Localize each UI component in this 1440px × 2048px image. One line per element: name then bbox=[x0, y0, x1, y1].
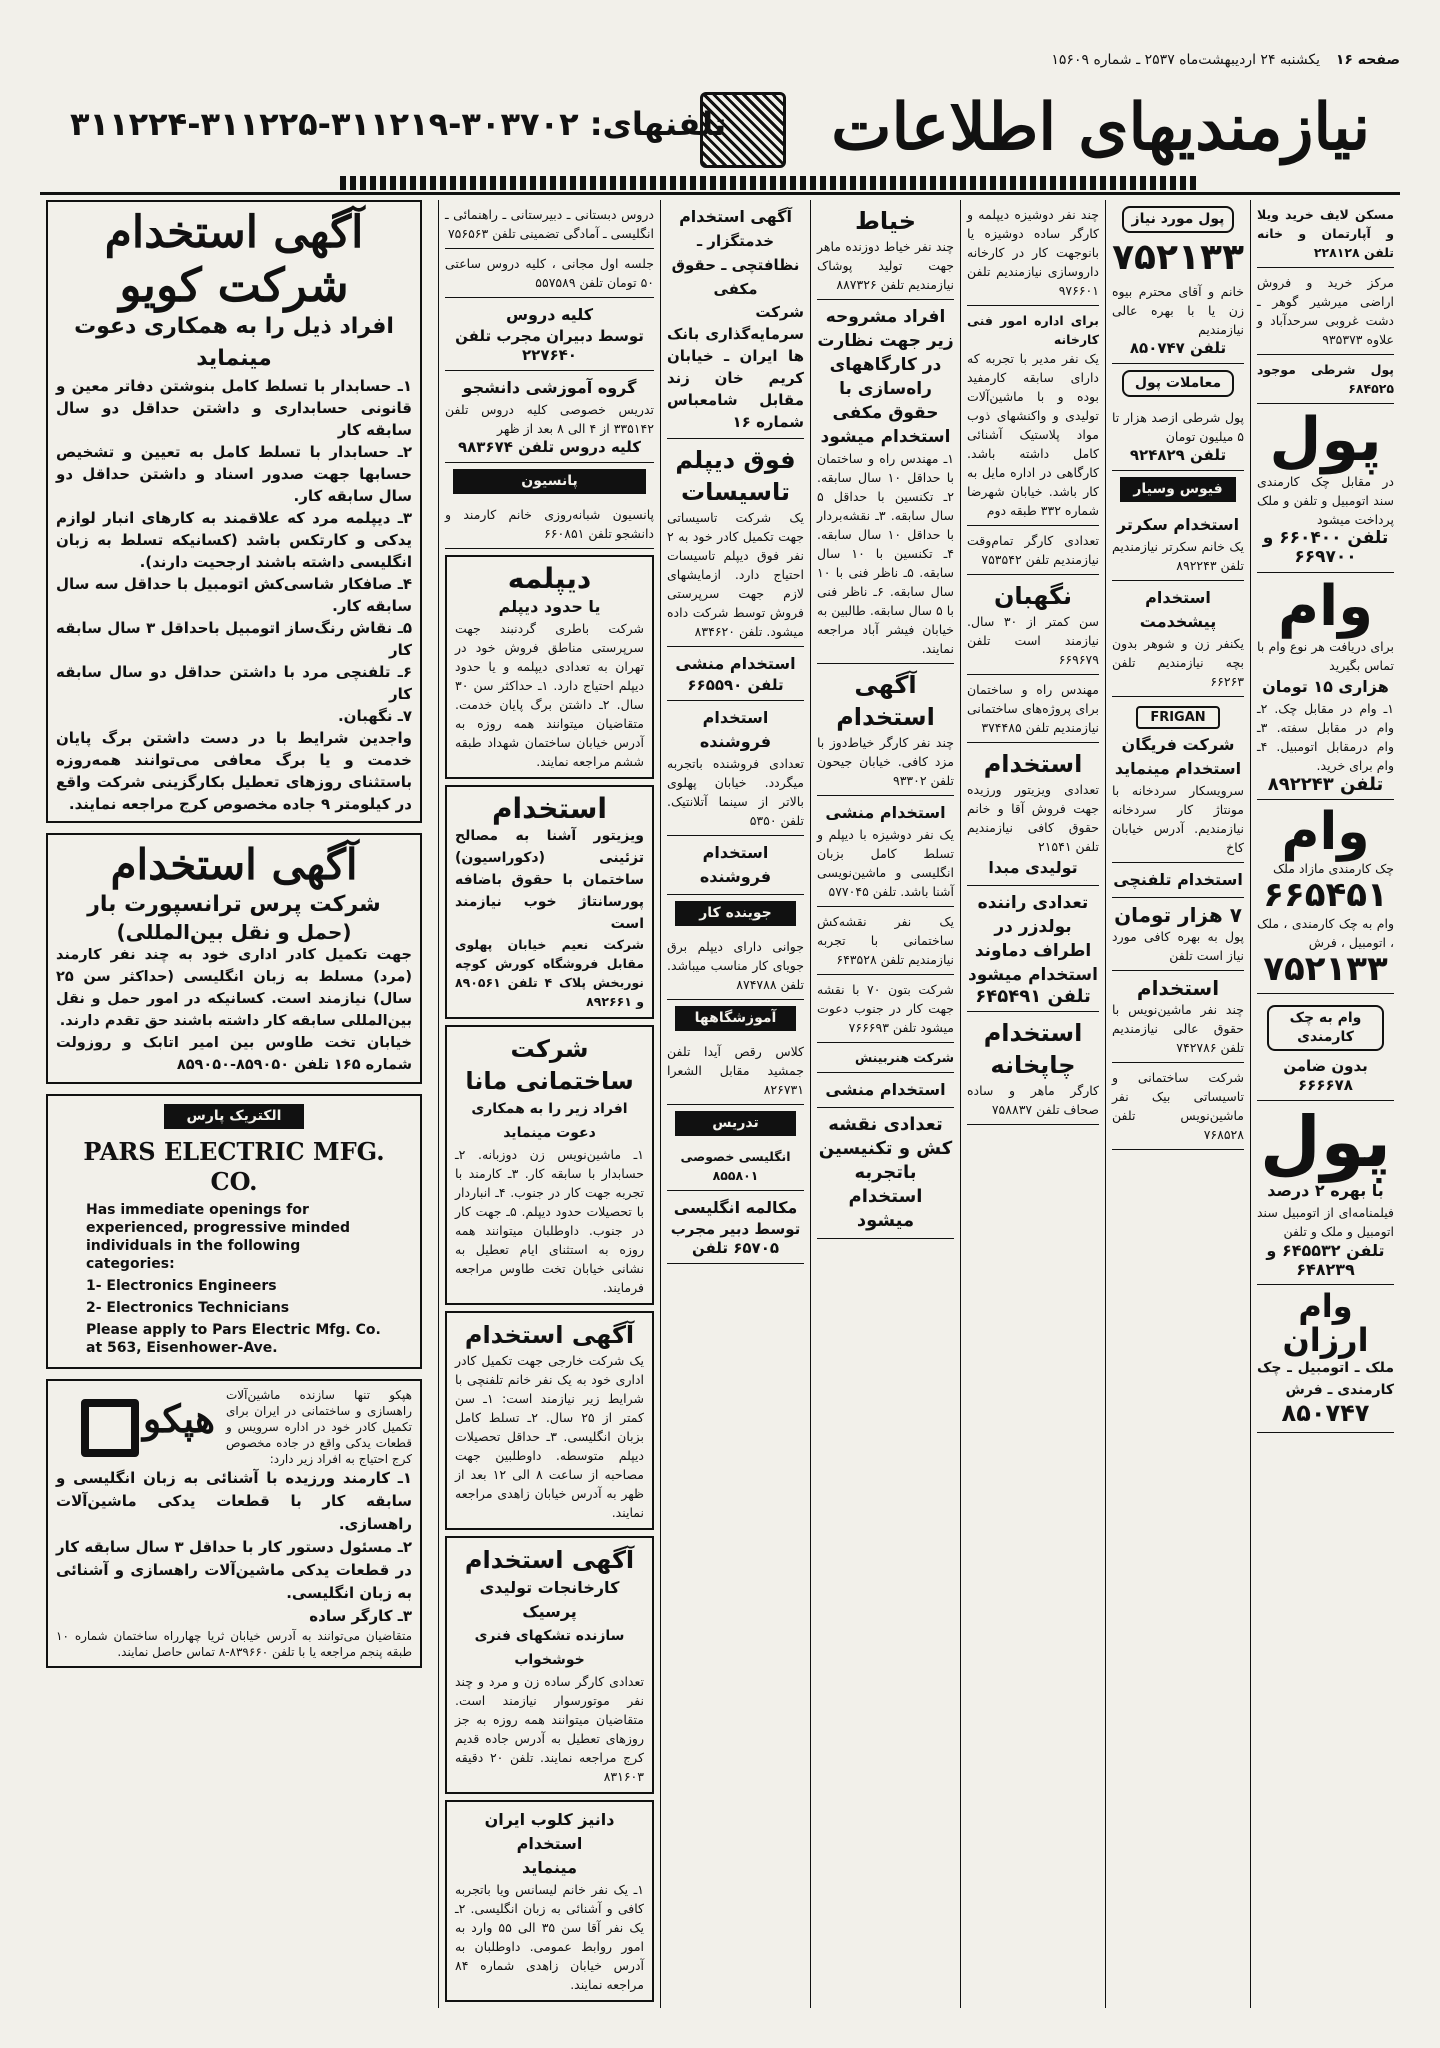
frigan-body: سرویسکار سردخانه با مونتاژ کار سردخانه نیازمندیم. آدرس خیابان کاخ bbox=[1112, 782, 1244, 855]
employee-check-loan-ad bbox=[1257, 994, 1394, 1101]
pars-electric-item-1: 1- Electronics Engineers bbox=[86, 1277, 277, 1294]
diploma-title: دیپلمه bbox=[507, 562, 592, 595]
pharma-factory-ad: چند نفر دوشیزه دیپلمه و کارگر ساده دوشیزه یا بانوجهت کار در کارخانه داروسازی نیازمندیم تلفن ۹۷۶۶۰۱ bbox=[967, 200, 1099, 306]
column-left bbox=[40, 200, 428, 2008]
tailor-body: چند نفر خیاط دوزنده ماهر جهت تولید پوشاک نیازمندیم تلفن ۸۸۷۳۲۶ bbox=[817, 239, 954, 292]
heko-footer: متقاضیان می‌توانند به آدرس خیابان ثریا چهارراه ساختمان شماره ۱۰ طبقه پنجم مراجعه یا با تلفن ۸۳۹۶۶۰-۸ تماس حاصل نمایند. bbox=[56, 1628, 412, 1659]
masthead-phones bbox=[70, 100, 726, 148]
facilities-diploma-title: فوق دیپلم تاسیسات bbox=[675, 446, 796, 506]
frigan-logo: FRIGAN bbox=[1136, 706, 1220, 729]
student-group-ad bbox=[445, 371, 654, 463]
heko-item-2: ۲ـ مسئول دستور کار با حداقل ۳ سال سابقه کار در قطعات یدکی ماشین‌آلات راهسازی و آشنائی به زبان انگلیسی. bbox=[56, 1537, 413, 1602]
factory-manager-ad bbox=[967, 306, 1099, 526]
student-group-title: گروه آموزشی دانشجو bbox=[462, 378, 637, 397]
money-big-phone: تلفن ۶۴۵۵۳۲ و ۶۴۸۲۳۹ bbox=[1266, 1241, 1385, 1280]
pars-electric-intro: Has immediate openings for experienced, progressive minded individuals in the following categories: bbox=[86, 1201, 351, 1272]
pars-electric-title: PARS ELECTRIC MFG. CO. bbox=[83, 1136, 385, 1196]
all-courses-ad bbox=[445, 298, 654, 371]
pars-transport-title: آگهی استخدام bbox=[110, 840, 358, 890]
visitor-body: تعدادی ویزیتور ورزیده جهت فروش آقا و خانم حقوق کافی نیازمندیم تلفن ۲۱۵۴۱ bbox=[967, 782, 1099, 854]
foreign-company-ad bbox=[445, 1311, 654, 1530]
art-company-ad: شرکت هنربینش bbox=[817, 1043, 954, 1073]
schools-label: آموزشگاهها bbox=[675, 1006, 796, 1031]
decoration-visitor-footer: شرکت نعیم خیابان پهلوی مقابل فروشگاه کورش کوچه نوربخش پلاک ۴ تلفن ۸۹۰۵۶۱ و ۸۹۲۶۶۱ bbox=[455, 937, 644, 1009]
diploma-subtitle: یا حدود دیپلم bbox=[498, 597, 601, 616]
investment-company-ad bbox=[667, 200, 804, 439]
money-transactions-phone: تلفن ۹۲۴۸۲۹ bbox=[1129, 445, 1227, 464]
road-supervision-body: ۱ـ مهندس راه و ساختمان با حداقل ۱۰ سال سابقه. ۲ـ تکنسین با حداقل ۵ سال سابقه. ۳ـ نقشه‌بردار با حداقل ۱۰ سال سابقه. ۴ـ تکنسین با ۱۰ سال سابقه. ۵ـ ناظر فنی با ۱۰ سال سابقه. ۶ـ ناظر فنی با ۵ سال سابقه. طالبین به خیابان فیشر آباد مراجعه نمایند. bbox=[817, 451, 955, 656]
pars-electric-badge: الکتریک پارس bbox=[164, 1104, 304, 1129]
workers-ad: تعدادی کارگر تمام‌وقت نیازمندیم تلفن ۷۵۳۵۴۲ bbox=[967, 526, 1099, 575]
frigan-title: شرکت فریگان استخدام مینماید bbox=[1114, 734, 1242, 778]
employee-check-loan-phone: بدون ضامن ۶۶۶۶۷۸ bbox=[1283, 1056, 1368, 1094]
koyo-item: ۵ـ نقاش رنگ‌ساز اتومبیل باحداقل ۳ سال سابقه کار bbox=[56, 619, 412, 660]
heko-item-1: ۱ـ کارمند ورزیده با آشنائی به زبان انگلیسی و سابقه کار با قطعات یدکی ماشین‌آلات راهسازی. bbox=[56, 1468, 412, 1533]
heko-intro: هپکو تنها سازنده ماشین‌آلات راهسازی و ساختمانی در ایران برای تکمیل کادر خود در اداره سرویس و قطعات یدکی واقع در جاده مخصوص کرج احتیاج به افراد زیر دارد: bbox=[226, 1387, 412, 1466]
money-big-title: پول bbox=[1260, 1100, 1391, 1183]
koyo-item: ۱ـ حسابدار با تسلط کامل بنوشتن دفاتر معین و قانونی حسابداری و داشتن حداقل دو سال سابقه کار bbox=[56, 377, 412, 440]
secretary-ad-2 bbox=[817, 796, 954, 907]
typist-ad bbox=[1112, 971, 1244, 1063]
column-far-right bbox=[1250, 200, 1400, 2008]
seven-thousand-title: ۷ هزار تومان bbox=[1114, 902, 1242, 927]
pars-transport-ad bbox=[46, 833, 422, 1083]
money-needed-number: ۷۵۲۱۳۳ bbox=[1112, 237, 1244, 278]
masthead-ribbon bbox=[340, 176, 1200, 190]
seven-thousand-ad bbox=[1112, 898, 1244, 971]
koyo-item: ۳ـ دیپلمه مرد که علاقمند به کارهای انبار لوازم یدکی و کارتکس باشد (کسانیکه تسلط به زبان انگلیسی داشته باشند ارجحیت دارند). bbox=[56, 509, 412, 572]
print-shop-body: کارگر ماهر و ساده صحاف تلفن ۷۵۸۸۳۷ bbox=[967, 1083, 1099, 1117]
column-mid bbox=[660, 200, 810, 2008]
bulldozer-driver-title: تعدادی راننده بولدزر در اطراف دماوند استخدام میشود bbox=[968, 893, 1098, 985]
boarding-ad: پانسیون شبانه‌روزی خانم کارمند و دانشجو تلفن ۶۶۰۸۵۱ bbox=[445, 500, 654, 549]
masthead-rule bbox=[40, 192, 1400, 195]
heko-ad bbox=[46, 1379, 422, 1668]
secretary-title: استخدام سکرتر bbox=[1116, 514, 1240, 534]
student-group-body: تدریس خصوصی کلیه دروس تلفن ۳۳۵۱۴۲ از ۴ الی ۸ بعد از ظهر bbox=[445, 402, 654, 436]
job-seeker-ad: جوانی دارای دیپلم برق جویای کار مناسب میباشد. تلفن ۸۷۴۷۸۸ bbox=[667, 932, 804, 1000]
concrete-company-ad: شرکت بتون ۷۰ با نقشه جهت کار در جنوب دعوت میشود تلفن ۷۶۶۶۹۳ bbox=[817, 975, 954, 1043]
loan2-number2: ۷۵۲۱۳۳ bbox=[1263, 949, 1388, 990]
telephonist-ad bbox=[1112, 863, 1244, 898]
pars-electric-ad bbox=[46, 1094, 422, 1369]
salesperson-ad-2 bbox=[667, 836, 804, 895]
secretary-body: یک خانم سکرتر نیازمندیم تلفن ۸۹۲۲۴۳ bbox=[1112, 538, 1244, 573]
road-supervision-title: افراد مشروحه زیر جهت نظارت در کارگاههای راه‌سازی با حقوق مکفی استخدام میشود bbox=[817, 307, 954, 447]
salesperson-body: تعدادی فروشنده باتجربه میگردد. خیابان پهلوی بالاتر از سینما آتلانتیک. تلفن ۵۳۵۰ bbox=[667, 756, 804, 828]
secretary-hire-title: استخدام منشی bbox=[675, 654, 796, 673]
koyo-item: ۷ـ نگهبان. bbox=[337, 707, 412, 726]
mabda-title: تولیدی مبدا bbox=[988, 858, 1078, 877]
all-courses-phone: کلیه دروس تلفن ۹۸۳۶۷۴ bbox=[457, 438, 642, 456]
mana-title: شرکت ساختمانی مانا bbox=[465, 1035, 634, 1095]
factory-manager-body: یک نفر مدیر با تجربه که دارای سابقه کارمفید بوده و با ماشین‌آلات تولیدی و واکنشهای ذوب مواد پلاستیک آشنائی کامل داشته باشد. کارگاهی در اداره مایل به کار باشد. خیابان شهرضا شماره ۳۳۲ طبقه دوم bbox=[967, 351, 1099, 518]
guard-ad bbox=[967, 575, 1099, 675]
tutoring-label: تدریس bbox=[675, 1111, 796, 1136]
secretary-hire-ad bbox=[667, 647, 804, 701]
koyo-title-2: شرکت کویو bbox=[119, 257, 349, 312]
column-mid-2 bbox=[810, 200, 960, 2008]
money-title: پول bbox=[1269, 405, 1382, 475]
facilities-diploma-body: یک شرکت تاسیساتی جهت تکمیل کادر خود به ۲ نفر فوق دیپلم تاسیسات احتیاج دارد. ازمایشهای لازم جهت سرپرستی فروش توسط شرکت داده میشود. تلفن ۸۳۴۶۲۰ bbox=[667, 510, 804, 639]
danish-club-title: دانیز کلوب ایران استخدام bbox=[484, 1810, 615, 1853]
visitor-ad bbox=[967, 743, 1099, 886]
danish-club-ad bbox=[445, 1800, 654, 2002]
seven-thousand-body: پول به بهره کافی مورد نیاز است تلفن bbox=[1112, 928, 1244, 963]
english-conversation-title: مکالمه انگلیسی bbox=[673, 1198, 798, 1217]
koyo-item: واجدین شرایط با در دست داشتن برگ پایان خدمت و یا برگ معافی می‌توانند همه‌روزه باستثنای روزهای تعطیل بکارگزینی شرکت واقع در کیلومتر ۹ جاده مخصوص کرج مراجعه نمایند. bbox=[56, 729, 412, 814]
pars-transport-company: شرکت پرس ترانسپورت بار bbox=[87, 891, 381, 917]
salesperson-title: استخدام فروشنده bbox=[699, 708, 772, 751]
loan2-body: چک کارمندی مازاد ملک bbox=[1272, 861, 1394, 877]
cheap-loan-body: ملک ـ اتومبیل ـ چک کارمندی ـ فرش bbox=[1257, 1360, 1394, 1399]
telephonist-title: استخدام تلفنچی bbox=[1113, 869, 1243, 889]
decoration-visitor-body: ویزیتور آشنا به مصالح تزئینی (دکوراسیون) ساختمان با حقوق باضافه پورسانتاژ خوب نیازمند است bbox=[455, 828, 644, 932]
money-big-ad bbox=[1257, 1101, 1394, 1286]
frigan-ad bbox=[1112, 697, 1244, 863]
money-needed-label: پول مورد نیاز bbox=[1122, 206, 1234, 233]
persik-body: تعدادی کارگر ساده زن و مرد و چند نفر موتورسوار نیازمند است. متقاضیان میتوانند همه روزه به جز روزهای تعطیل به آدرس جاده قدیم کرج مراجعه نمایند. تلفن ۲۰ دقیقه ۸۳۱۶۰۳ bbox=[455, 1674, 645, 1784]
secretary-ad-3 bbox=[817, 1073, 954, 1108]
money-phone: تلفن ۶۶۰۴۰۰ و ۶۶۹۷۰۰ bbox=[1262, 528, 1389, 567]
hiring-notice-body: چند نفر کارگر خیاط‌دوز با مزد کافی. خیابان جیحون تلفن ۹۳۳۰۲ bbox=[817, 735, 954, 788]
money-big-rate: با بهره ۲ درصد bbox=[1267, 1181, 1384, 1201]
loan2-title: وام bbox=[1281, 801, 1370, 862]
money-transactions-ad bbox=[1112, 403, 1244, 471]
tailor-ad bbox=[817, 200, 954, 300]
loan2-number: ۶۶۵۴۵۱ bbox=[1263, 875, 1388, 916]
money-body: در مقابل چک کارمندی سند اتومبیل و تلفن و ملک پرداخت میشود bbox=[1257, 474, 1394, 527]
pars-transport-body: جهت تکمیل کادر اداری خود به چند نفر کارمند (مرد) مسلط به زبان انگلیسی (حداکثر سن ۲۵ سال) نیازمند است. کسانیکه در امور حمل و نقل بین‌المللی سابقه کار داشته باشند حق تقدم دارند. bbox=[56, 946, 412, 1029]
english-conversation-ad bbox=[667, 1191, 804, 1264]
decoration-visitor-ad bbox=[445, 785, 654, 1019]
classes-ad: دروس دبستانی ـ دبیرستانی ـ راهنمائی ـ انگلیسی ـ آمادگی تضمینی تلفن ۷۵۶۵۶۳ bbox=[445, 200, 654, 249]
money-needed-phone: تلفن ۸۵۰۷۴۷ bbox=[1129, 338, 1227, 357]
hiring-notice-title: آگهی استخدام bbox=[836, 671, 935, 731]
column-center bbox=[438, 200, 660, 2008]
secretary-ad bbox=[1112, 508, 1244, 581]
pars-transport-address: خیابان تخت طاوس بین امیر اتابک و روزولت شماره ۱۶۵ تلفن ۸۵۹۰۵۰-۸۵۹۰۵۰ bbox=[56, 1034, 412, 1073]
cheap-loan-ad bbox=[1257, 1285, 1394, 1432]
foreign-company-body: یک شرکت خارجی جهت تکمیل کادر اداری خود به یک نفر خانم تلفنچی با شرایط زیر نیازمند است: ۱ـ سن کمتر از ۲۵ سال. ۲ـ تسلط کامل بزبان انگلیسی. ۳ـ حداقل تحصیلات دیپلم متوسطه. داوطلبین جهت مصاحبه از ساعت ۸ الی ۱۲ بعد از ظهر به آدرس خیابان زاهدی مراجعه نمایند. bbox=[455, 1353, 644, 1520]
loan-body: برای دریافت هر نوع وام با تماس بگیرید bbox=[1257, 638, 1394, 673]
money-needed-body: خانم و آقای محترم بیوه زن یا با بهره عالی نیازمندیم bbox=[1112, 283, 1244, 337]
money-transactions-label: معاملات پول bbox=[1122, 370, 1234, 397]
folio bbox=[40, 46, 1400, 74]
secretary2-body: یک نفر دوشیزه با دیپلم و تسلط کامل بزبان انگلیسی و ماشین‌نویسی آشنا باشد. تلفن ۵۷۷۰۴۵ bbox=[817, 827, 954, 899]
investment-hire-title: آگهی استخدام bbox=[679, 207, 792, 226]
column-right bbox=[1105, 200, 1250, 2008]
pars-transport-sub: (حمل و نقل بین‌المللی) bbox=[116, 919, 352, 944]
secretary-hire-phone: تلفن ۶۶۵۵۹۰ bbox=[687, 676, 784, 694]
visitor-title: استخدام bbox=[983, 750, 1083, 778]
hiring-notice-ad bbox=[817, 664, 954, 796]
danish-club-subtitle: مینماید bbox=[522, 1858, 577, 1877]
print-shop-ad bbox=[967, 1012, 1099, 1125]
persik-subtitle-2: سازنده تشکهای فنری خوشخواب bbox=[474, 1628, 625, 1668]
persik-subtitle: کارخانجات تولیدی پرسیک bbox=[479, 1578, 620, 1621]
facilities-diploma-ad bbox=[667, 439, 804, 647]
housing-ad: مسکن لایف خرید ویلا و آپارتمان و خانه تلفن ۲۲۸۱۲۸ bbox=[1257, 200, 1394, 268]
persik-title: آگهی استخدام bbox=[464, 1546, 635, 1574]
pars-electric-item-2: 2- Electronics Technicians bbox=[86, 1299, 290, 1316]
english-conversation-body: توسط دبیر مجرب ۶۵۷۰۵ تلفن bbox=[670, 1220, 801, 1257]
salesperson-ad bbox=[667, 701, 804, 836]
issue-date: یکشنبه ۲۴ اردیبهشت‌ماه ۲۵۳۷ ـ شماره ۱۵۶۰۹ bbox=[1051, 52, 1320, 68]
salesperson2-title: استخدام فروشنده bbox=[699, 843, 772, 886]
servant-title: استخدام پیشخدمت bbox=[1139, 587, 1217, 631]
loan-ad bbox=[1257, 573, 1394, 800]
loan2-note: وام به چک کارمندی ، ملک ، اتومبیل ، فرش bbox=[1257, 916, 1394, 951]
phones-numbers: ۳۰۳۷۰۲-۳۱۱۲۱۹-۳۱۱۲۲۵-۳۱۱۲۲۴ bbox=[70, 105, 579, 143]
loan-rate: هزاری ۱۵ تومان bbox=[1262, 676, 1389, 696]
investment-body: شرکت سرمایه‌گذاری بانک ها ایران ـ خیابان کریم خان زند مقابل شامعباس شماره ۱۶ bbox=[667, 303, 804, 431]
english-tutoring-ad: انگلیسی خصوصی ۸۵۵۸۰۱ bbox=[667, 1142, 804, 1191]
servant-body: یکنفر زن و شوهر بدون بچه نیازمندیم تلفن ۶۶۲۶۳ bbox=[1112, 635, 1244, 689]
koyo-subtitle: افراد ذیل را به همکاری دعوت مینماید bbox=[74, 314, 394, 372]
loan-ad-2 bbox=[1257, 800, 1394, 994]
loan-title: وام bbox=[1277, 574, 1374, 639]
secretary3-title: استخدام منشی bbox=[825, 1080, 946, 1099]
cheap-loan-phone: ۸۵۰۷۴۷ bbox=[1281, 1399, 1370, 1428]
page-label: صفحه ۱۶ bbox=[1335, 52, 1400, 68]
heko-brand: هپکو bbox=[142, 1395, 216, 1441]
draftsman-ad-2 bbox=[817, 1108, 954, 1239]
print-shop-title: استخدام چاپخانه bbox=[983, 1019, 1083, 1079]
money-ad bbox=[1257, 404, 1394, 573]
investment-service-title: خدمتگزار ـ نظافتچی ـ حقوق مکفی bbox=[671, 232, 800, 298]
masthead bbox=[70, 84, 1370, 176]
servant-ad bbox=[1112, 581, 1244, 697]
danish-club-body: ۱ـ یک نفر خانم لیسانس ویا باتجربه کافی و آشنائی به زبان انگلیسی. ۲ـ یک نفر آقا سن ۳۵ الی ۵۵ وارد به امور روابط عمومی. داوطلبان به آدرس خیابان زاهدی شماره ۸۴ مراجعه نمایند. bbox=[455, 1882, 644, 1992]
pars-electric-apply: Please apply to Pars Electric Mfg. Co. at 563, Eisenhower-Ave. bbox=[86, 1321, 381, 1356]
diploma-ad bbox=[445, 555, 654, 779]
koyo-items bbox=[56, 375, 412, 815]
money-transactions-body: پول شرطی ازصد هزار تا ۵ میلیون تومان bbox=[1112, 409, 1244, 444]
section-label-black: فیوس وسیار bbox=[1120, 477, 1236, 502]
mana-subtitle: افراد زیر را به همکاری دعوت مینماید bbox=[471, 1101, 628, 1141]
secretary2-title: استخدام منشی bbox=[825, 803, 946, 822]
free-first-session-ad: جلسه اول مجانی ، کلیه دروس ساعتی ۵۰ تومان تلفن ۵۵۷۵۸۹ bbox=[445, 249, 654, 298]
factory-manager-title: برای اداره امور فنی کارخانه bbox=[967, 313, 1099, 347]
dance-class-ad: کلاس رقص آیدا تلفن جمشید مقابل الشعرا ۸۲۶۷۳۱ bbox=[667, 1037, 804, 1105]
bulldozer-driver-phone: تلفن ۶۴۵۴۹۱ bbox=[975, 986, 1091, 1007]
construction-ad: شرکت ساختمانی و تاسیساتی بیک نفر ماشین‌نویس تلفن ۷۶۸۵۲۸ bbox=[1112, 1063, 1244, 1150]
money-needed-note bbox=[1112, 277, 1244, 364]
mana-body: ۱ـ ماشین‌نویس زن دوزبانه. ۲ـ حسابدار با سابقه کار. ۳ـ کارمند با تجربه جهت کار در جنوب. ۴ـ انباردار با تحصیلات حدود دیپلم. ۵ـ جهت کار در جنوب. داوطلبان میتوانند همه روزه به استثنای ایام تعطیل به نشانی خیابان تخت طاوس مراجعه فرمایند. bbox=[455, 1147, 644, 1295]
koyo-item: ۲ـ حسابدار با تسلط کامل به تعیین و تشخیص حسابها جهت صدور اسناد و داشتن حداقل دو سال سابقه کار. bbox=[56, 443, 412, 506]
heko-item-3: ۳ـ کارگر ساده bbox=[309, 1606, 412, 1625]
all-courses-title: کلیه دروس bbox=[505, 305, 594, 324]
decoration-visitor-title: استخدام bbox=[491, 792, 608, 825]
tailor-title: خیاط bbox=[854, 207, 917, 235]
bulldozer-driver-ad bbox=[967, 886, 1099, 1012]
draftsman-ad: یک نفر نقشه‌کش ساختمانی با تجربه نیازمندیم تلفن ۶۴۳۵۲۸ bbox=[817, 907, 954, 975]
typist-body: چند نفر ماشین‌نویس با حقوق عالی نیازمندیم تلفن ۷۴۲۷۸۶ bbox=[1112, 1001, 1244, 1055]
heko-logo-icon bbox=[81, 1399, 139, 1457]
conditional-money-ad: پول شرطی موجود ۶۸۴۵۲۵ bbox=[1257, 355, 1394, 404]
koyo-item: ۶ـ تلفنچی مرد با داشتن حداقل دو سال سابقه کار bbox=[56, 663, 412, 704]
civil-engineer-ad: مهندس راه و ساختمان برای پروژه‌های ساختمانی نیازمندیم تلفن ۳۷۴۴۸۵ bbox=[967, 675, 1099, 743]
phones-label: تلفنهای: bbox=[589, 105, 727, 143]
money-big-list: فیلمنامه‌ای از اتومبیل سند اتومبیل و ملک و تلفن bbox=[1257, 1205, 1394, 1240]
road-supervision-ad bbox=[817, 300, 954, 664]
loan-phone: تلفن ۸۹۲۲۴۳ bbox=[1267, 773, 1384, 795]
column-mid-3 bbox=[960, 200, 1105, 2008]
land-ad: مرکز خرید و فروش اراضی میرشیر گوهر ـ دشت غروبی سرحدآباد و علاوه ۹۳۵۳۷۳ bbox=[1257, 268, 1394, 355]
guard-title: نگهبان bbox=[993, 582, 1073, 610]
persik-ad bbox=[445, 1536, 654, 1794]
draftsman2-title: تعدادی نقشه کش و تکنیسین باتجربه استخدام میشود bbox=[818, 1114, 953, 1231]
loan-list: ۱ـ وام در مقابل چک. ۲ـ وام در مقابل سفته. ۳ـ وام درمقابل اتومبیل. ۴ـ وام برای خرید. bbox=[1257, 700, 1394, 773]
cheap-loan-title: وام ارزان bbox=[1282, 1287, 1369, 1359]
typist-title: استخدام bbox=[1136, 975, 1220, 1000]
guard-body: سن کمتر از ۳۰ سال. نیازمند است تلفن ۶۶۹۶۷۹ bbox=[967, 614, 1100, 667]
foreign-company-title: آگهی استخدام bbox=[464, 1321, 635, 1349]
koyo-ad bbox=[46, 200, 422, 823]
job-seekers-label: جوینده کار bbox=[675, 901, 796, 926]
all-courses-body: توسط دبیران مجرب تلفن ۲۲۷۶۴۰ bbox=[455, 327, 644, 364]
mana-construction-ad bbox=[445, 1025, 654, 1305]
boarding-label: پانسیون bbox=[453, 469, 646, 494]
koyo-item: ۴ـ صافکار شاسی‌کش اتومبیل با حداقل سه سال سابقه کار. bbox=[56, 575, 412, 616]
koyo-title-1: آگهی استخدام bbox=[104, 207, 364, 258]
employee-check-loan-title: وام به چک کارمندی bbox=[1267, 1005, 1384, 1051]
diploma-body: شرکت باطری گردنبند جهت سرپرستی مناطق فروش خود در تهران به تعدادی دیپلمه و یا حدود دیپلم احتیاج دارد. ۱ـ حداکثر سن ۳۰ سال. ۲ـ داشتن برگ پایان خدمت. متقاضیان میتوانند همه روزه به آدرس خیابان ساختمان شهداد طبقه ششم مراجعه نمایند. bbox=[455, 621, 645, 769]
newspaper-title: نیازمندیهای اطلاعات bbox=[831, 90, 1370, 165]
